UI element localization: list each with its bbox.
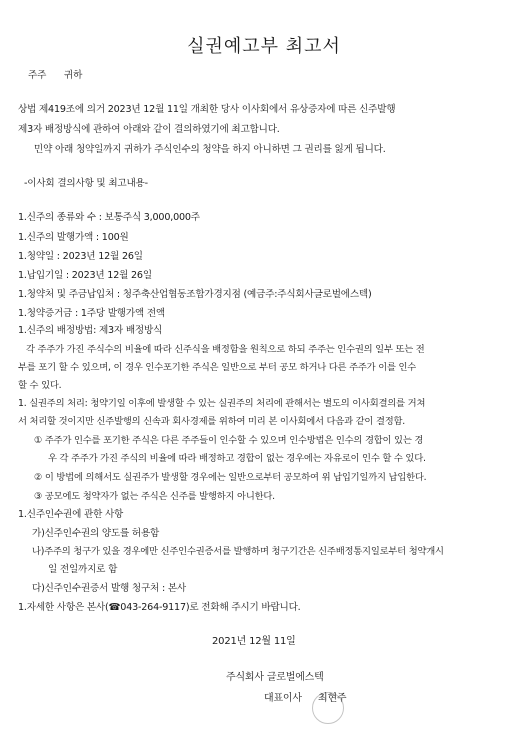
- circled-item-line: ② 이 방법에 의해서도 실권주가 발생할 경우에는 일반으로부터 공모하여 위 납입기일까지 납입한다.: [34, 472, 427, 483]
- allocation-line: 부를 포기 할 수 있으며, 이 경우 인수포기한 주식은 일반으로 부터 공모 하거나 다른 주주가 이를 인수: [18, 362, 417, 373]
- addressee-honorific: 귀하: [64, 70, 83, 81]
- section-heading: -이사회 결의사항 및 최고내용-: [24, 178, 148, 189]
- item-line: 1.신주의 배정방법: 제3자 배정방식: [18, 325, 163, 336]
- forfeited-line: 서 처리할 것이지만 신주발행의 신속과 회사경제를 위하여 미리 본 이사회에서 다음과 같이 결정함.: [18, 416, 406, 427]
- circled-item-line: 우 각 주주가 가진 주식의 비율에 따라 배정하고 경합이 없는 경우에는 자유로이 인수 할 수 있다.: [48, 453, 426, 464]
- rights-item-line: 가)신주인수권의 양도를 허용함: [32, 528, 160, 539]
- addressee-to: 주주: [28, 70, 47, 81]
- rights-item-line: 나)주주의 청구가 있을 경우에만 신주인수권증서를 발행하며 청구기간은 신주배정통지일로부터 청약개시: [32, 546, 444, 557]
- item-line: 1.청약증거금 : 1주당 발행가액 전액: [18, 308, 165, 319]
- contact-line: 1.자세한 사항은 본사(☎043-264-9117)로 전화해 주시기 바랍니다.: [18, 602, 301, 613]
- intro-line: 제3자 배정방식에 관하여 아래와 같이 결의하였기에 최고합니다.: [18, 124, 280, 135]
- representative-name: 최현주: [318, 693, 347, 704]
- circled-item-line: ③ 공모에도 청약자가 없는 주식은 신주를 발행하지 아니한다.: [34, 491, 275, 502]
- item-line: 1.신주의 발행가액 : 100원: [18, 232, 129, 243]
- allocation-line: 할 수 있다.: [18, 380, 62, 391]
- rights-item-line: 다)신주인수권증서 발행 청구처 : 본사: [32, 583, 186, 594]
- document-date: 2021년 12월 11일: [212, 636, 296, 647]
- item-line: 1.청약처 및 주금납입처 : 청주축산업협동조합가경지점 (예금주:주식회사글로벌에스텍): [18, 289, 372, 300]
- intro-line: 상법 제419조에 의거 2023년 12월 11일 개최한 당사 이사회에서 유상증자에 따른 신주발행: [18, 104, 396, 115]
- intro-line: 민약 아래 청약일까지 귀하가 주식인수의 청약을 하지 아니하면 그 권리를 잃게 됩니다.: [34, 144, 386, 155]
- forfeited-line: 1. 실권주의 처리: 청약기일 이후에 발생할 수 있는 실권주의 처리에 관해서는 별도의 이사회결의를 거쳐: [18, 398, 426, 409]
- rights-heading: 1.신주인수권에 관한 사항: [18, 509, 124, 520]
- representative-title: 대표이사: [264, 693, 302, 704]
- item-line: 1.납입기일 : 2023년 12월 26일: [18, 270, 152, 281]
- company-seal: [312, 692, 347, 724]
- circled-item-line: ① 주주가 인수를 포기한 주식은 다른 주주들이 인수할 수 있으며 인수방법은 인수의 경합이 있는 경: [34, 435, 424, 446]
- allocation-line: 각 주주가 가진 주식수의 비율에 따라 신주식을 배정함을 원칙으로 하되 주주는 인수권의 일부 또는 전: [26, 344, 425, 355]
- document-title: 실권예고부 최고서: [187, 36, 341, 57]
- rights-item-line: 일 전일까지로 함: [48, 564, 118, 575]
- item-line: 1.신주의 종류와 수 : 보통주식 3,000,000주: [18, 212, 200, 223]
- company-name: 주식회사 글로벌에스텍: [226, 672, 324, 683]
- item-line: 1.청약일 : 2023년 12월 26일: [18, 251, 143, 262]
